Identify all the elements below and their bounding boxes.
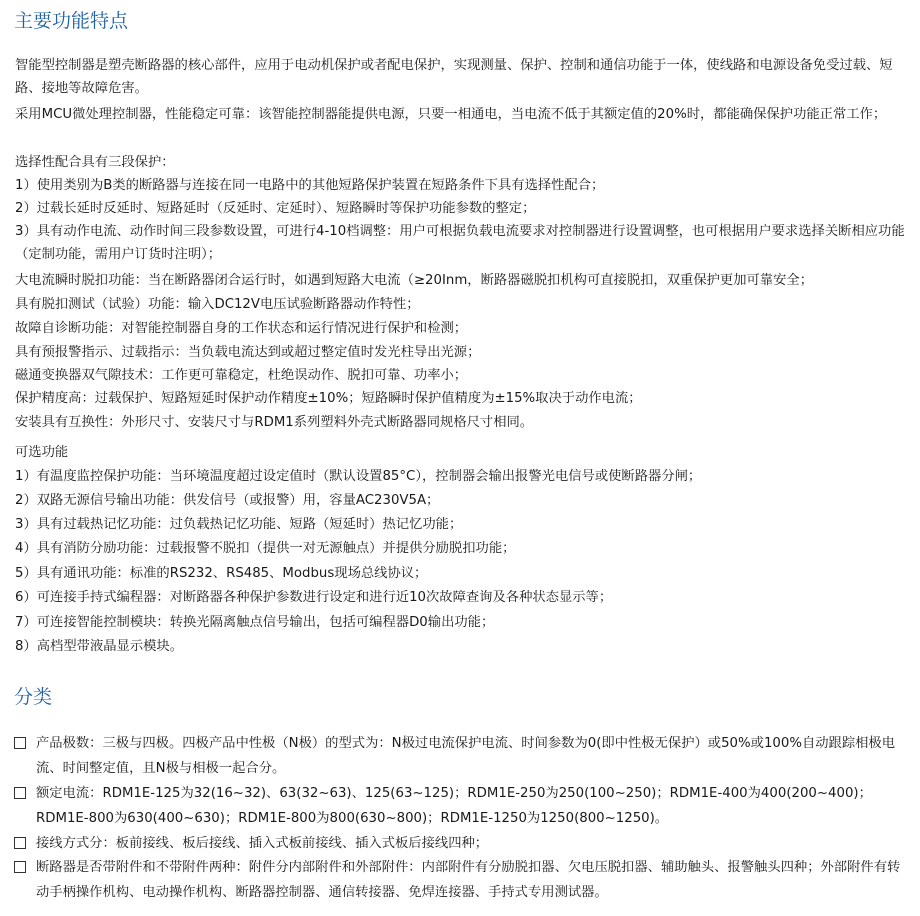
checkbox-icon xyxy=(14,787,26,799)
optional-item-1: 1）有温度监控保护功能：当环境温度超过设定值时（默认设置85°C），控制器会输出报警光电信号或使断路器分闸； xyxy=(15,469,702,484)
optional-item-3: 3）具有过载热记忆功能：过负载热记忆功能、短路（短延时）热记忆功能； xyxy=(15,517,463,532)
classification-item-poles xyxy=(14,731,910,781)
classification-heading: 分类 xyxy=(14,686,53,708)
feature-pre-alarm: 具有预报警指示、过载指示：当负载电流达到或超过整定值时发光柱导出光源； xyxy=(15,345,481,360)
classification-item-accessories xyxy=(14,855,910,905)
classification-text: 产品极数：三极与四极。四极产品中性极（N极）的型式为：N极过电流保护电流、时间参数为0(即中性极无保护）或50%或100%自动跟踪相极电流、时间整定值，且N极与相极一起合分。 xyxy=(36,736,896,776)
classification-text: 断路器是否带附件和不带附件两种：附件分内部附件和外部附件：内部附件有分励脱扣器、欠电压脱扣器、辅助触头、报警触头四种；外部附件有转动手柄操作机构、电动操作机构、断路器控制器、通信转接器、免焊连接器、手持式专用测试器。 xyxy=(36,860,901,900)
features-heading: 主要功能特点 xyxy=(14,10,129,32)
optional-heading: 可选功能 xyxy=(15,445,69,460)
feature-precision: 保护精度高：过载保护、短路短延时保护动作精度±10%；短路瞬时保护值精度为±15%取决于动作电流； xyxy=(15,391,642,406)
feature-interchangeable: 安装具有互换性：外形尺寸、安装尺寸与RDM1系列塑料外壳式断路器同规格尺寸相同。 xyxy=(15,415,534,430)
classification-item-rated-current xyxy=(14,781,910,831)
optional-item-4: 4）具有消防分励功能：过载报警不脱扣（提供一对无源触点）并提供分励脱扣功能； xyxy=(15,541,516,556)
optional-item-8: 8）高档型带液晶显示模块。 xyxy=(15,639,184,654)
optional-item-2: 2）双路无源信号输出功能：供发信号（或报警）用，容量AC230V5A； xyxy=(15,493,440,508)
optional-item-6: 6）可连接手持式编程器：对断路器各种保护参数进行设定和进行近10次故障查询及各种状态显示等； xyxy=(15,590,613,605)
optional-item-7: 7）可连接智能控制模块：转换光隔离触点信号输出，包括可编程器D0输出功能； xyxy=(15,615,495,630)
checkbox-icon xyxy=(14,837,26,849)
checkbox-icon xyxy=(14,737,26,749)
feature-trip-test: 具有脱扣测试（试验）功能：输入DC12V电压试验断路器动作特性； xyxy=(15,297,420,312)
classification-item-wiring xyxy=(14,831,910,856)
feature-intro: 智能型控制器是塑壳断路器的核心部件，应用于电动机保护或者配电保护，实现测量、保护、控制和通信功能于一体，使线路和电源设备免受过载、短路、接地等故障危害。 xyxy=(15,58,893,96)
classification-text: 接线方式分：板前接线、板后接线、插入式板前接线、插入式板后接线四种； xyxy=(36,836,489,851)
checkbox-icon xyxy=(14,861,26,873)
feature-selectivity-1: 1）使用类别为B类的断路器与连接在同一电路中的其他短路保护装置在短路条件下具有选择性配合； xyxy=(15,178,605,193)
feature-self-diagnosis: 故障自诊断功能：对智能控制器自身的工作状态和运行情况进行保护和检测； xyxy=(15,321,468,336)
feature-selectivity-2: 2）过载长延时反延时、短路延时（反延时、定延时）、短路瞬时等保护功能参数的整定； xyxy=(15,201,536,216)
feature-mcu: 采用MCU微处理控制器，性能稳定可靠：该智能控制器能提供电源，只要一相通电，当电流不低于其额定值的20%时，都能确保保护功能正常工作； xyxy=(15,107,887,122)
feature-selectivity-3: 3）具有动作电流、动作时间三段参数设置，可进行4-10档调整：用户可根据负载电流要求对控制器进行设置调整，也可根据用户要求选择关断相应功能（定制功能，需用户订货时注明）； xyxy=(15,224,905,262)
feature-instant-trip: 大电流瞬时脱扣功能：当在断路器闭合运行时，如遇到短路大电流（≥20Inm，断路器磁脱扣机构可直接脱扣，双重保护更加可靠安全； xyxy=(15,273,813,288)
optional-item-5: 5）具有通讯功能：标准的RS232、RS485、Modbus现场总线协议； xyxy=(15,566,428,581)
feature-flux-transformer: 磁通变换器双气隙技术：工作更可靠稳定，杜绝误动作、脱扣可靠、功率小； xyxy=(15,368,468,383)
classification-text: 额定电流：RDM1E-125为32(16~32)、63(32~63)、125(63~125)；RDM1E-250为250(100~250)；RDM1E-400为400(200~400)；RDM1E-800为630(400~630)；RDM1E-800为800(630~800)；RDM1E-1250为1250(800~1250)。 xyxy=(36,786,872,826)
feature-selectivity: 选择性配合具有三段保护： xyxy=(15,155,175,170)
